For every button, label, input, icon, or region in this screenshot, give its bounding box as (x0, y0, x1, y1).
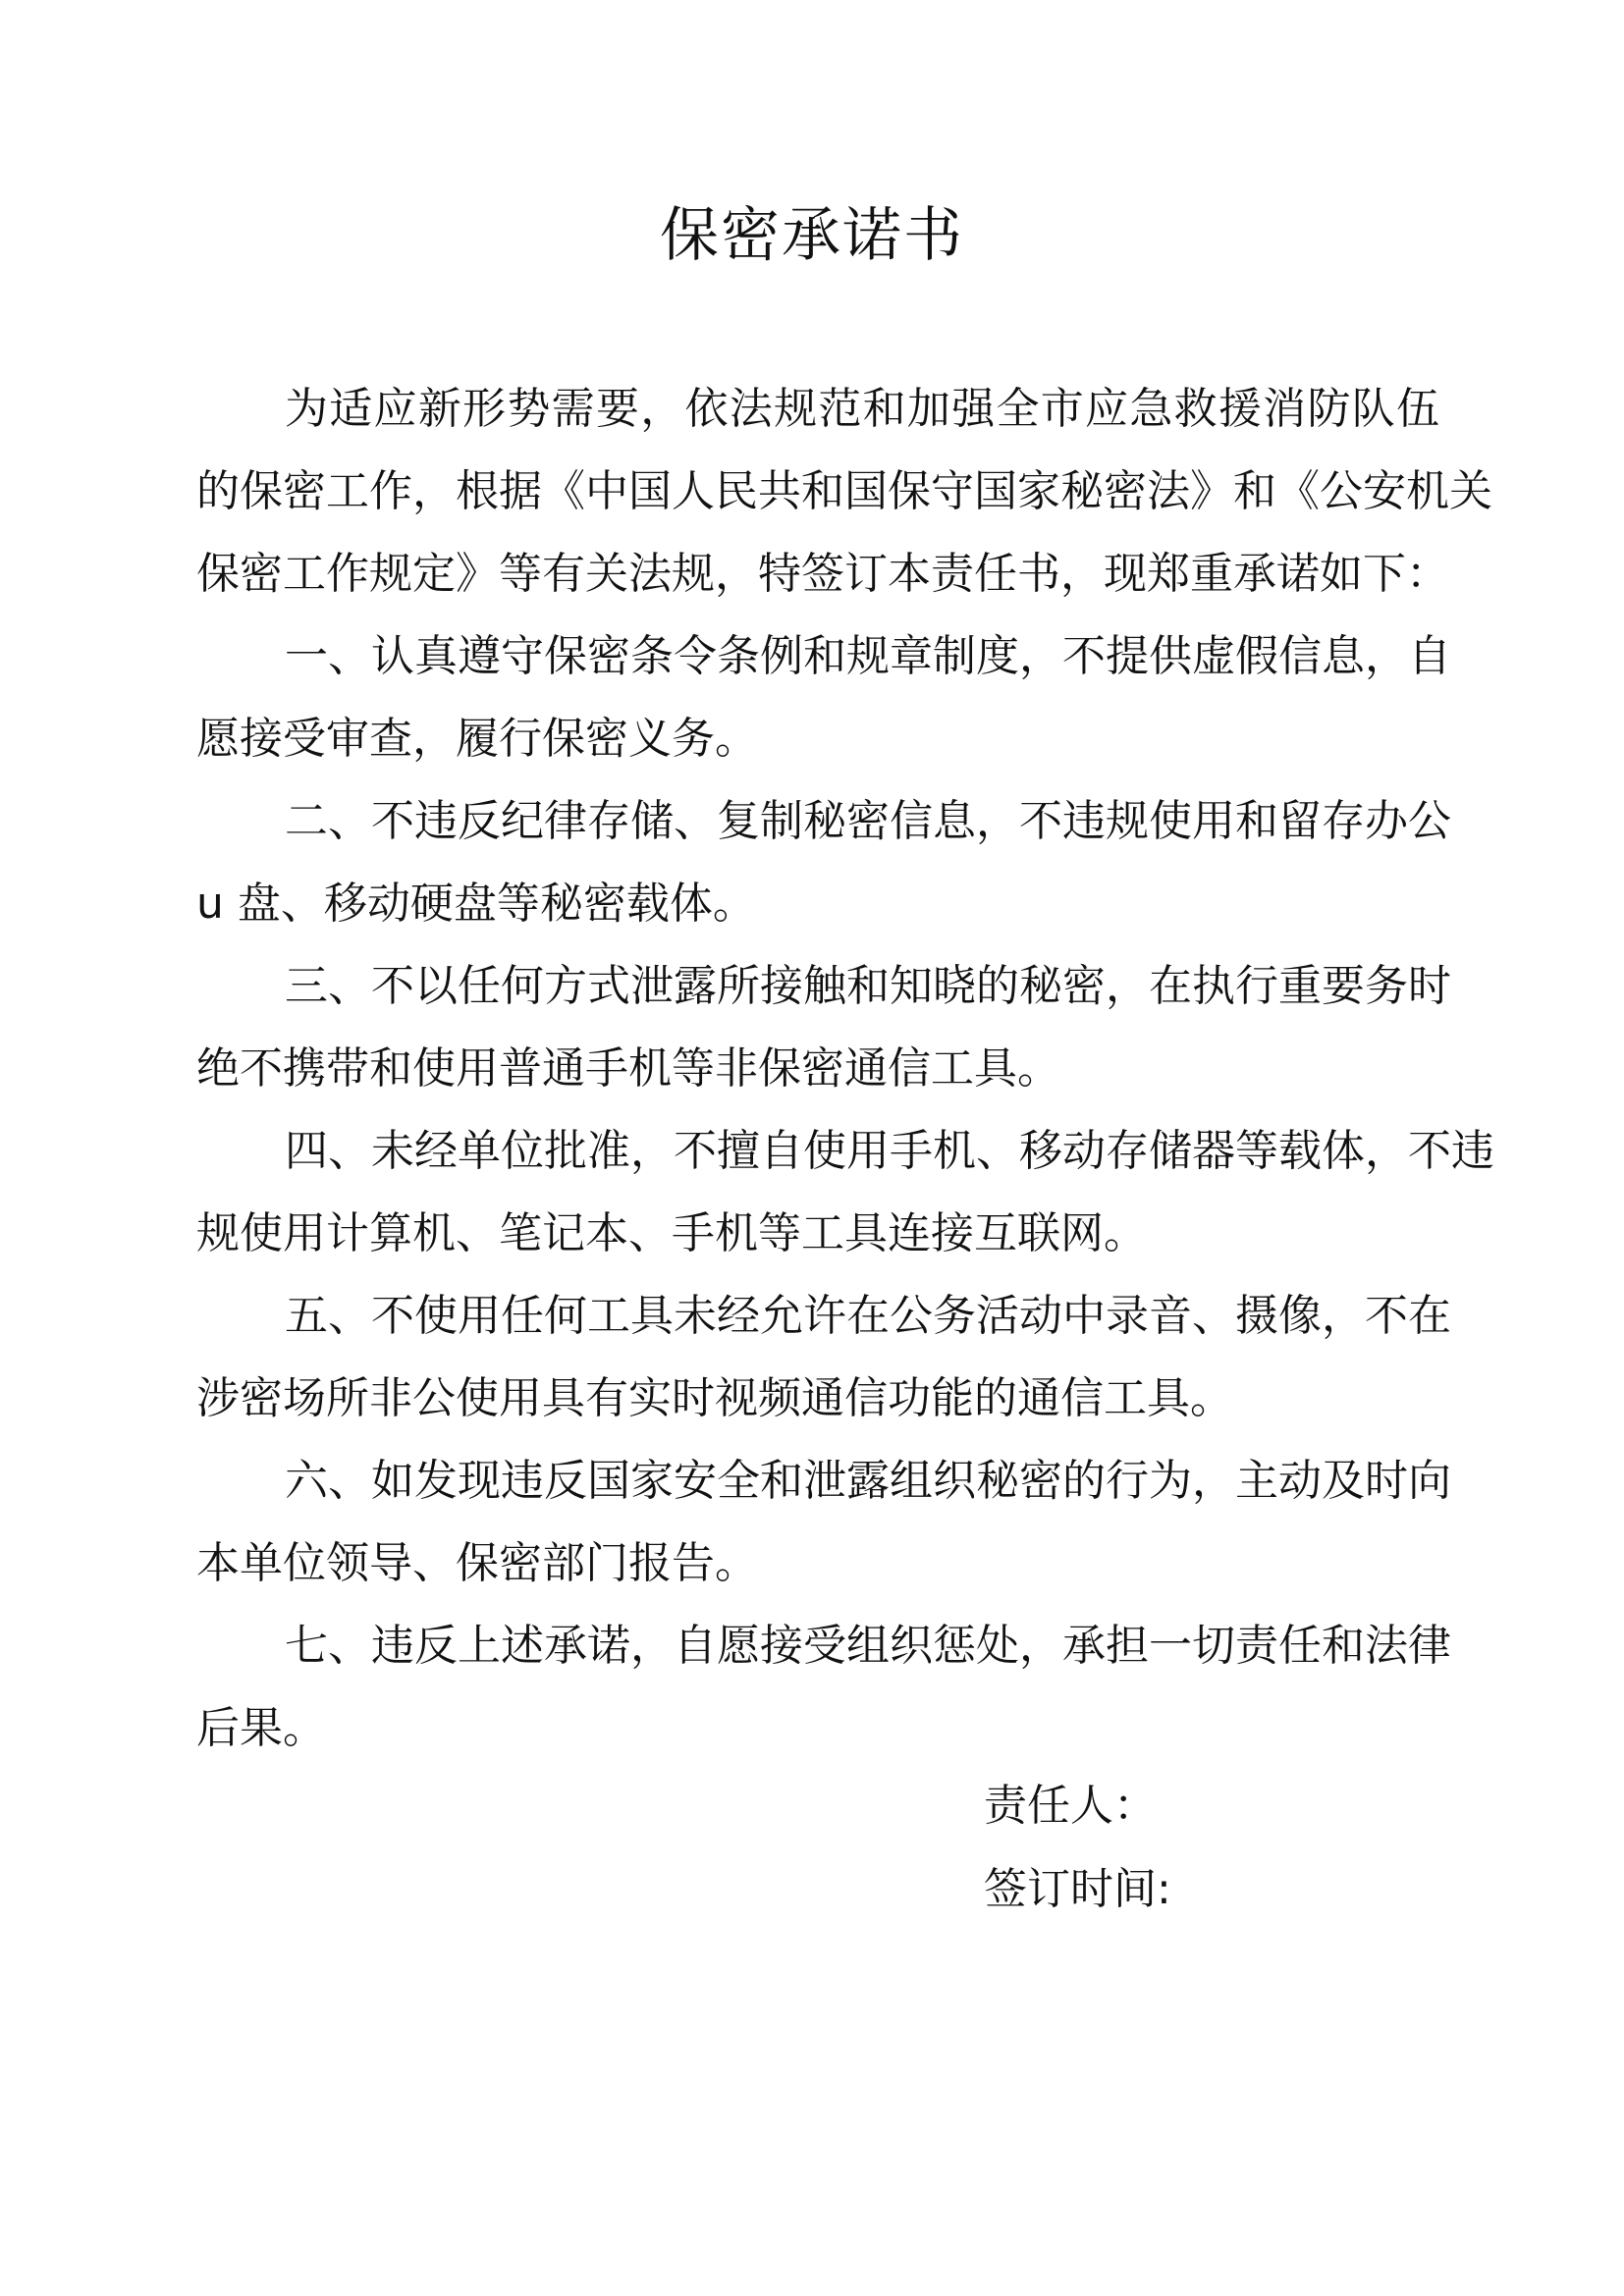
document-body (196, 368, 1494, 1770)
paragraph-line: 绝不携带和使用普通手机等非保密通信工具。 (196, 1043, 1060, 1094)
paragraph-line: 三、不以任何方式泄露所接触和知晓的秘密，在执行重要务时 (285, 961, 1451, 1011)
paragraph-line: 后果。 (196, 1703, 326, 1753)
paragraph (196, 780, 1451, 945)
paragraph (196, 1440, 1451, 1605)
document-title: 保密承诺书 (660, 201, 964, 270)
paragraph-line: 二、不违反纪律存储、复制秘密信息，不违规使用和留存办公 (285, 796, 1451, 846)
paragraph-line: u 盘、移动硬盘等秘密载体。 (196, 879, 756, 929)
paragraph (196, 368, 1492, 615)
paragraph (196, 1605, 1451, 1770)
paragraph-line: 四、未经单位批准，不擅自使用手机、移动存储器等载体，不违 (285, 1126, 1494, 1176)
paragraph-line: 七、违反上述承诺，自愿接受组织惩处，承担一切责任和法律 (285, 1621, 1451, 1671)
paragraph (196, 615, 1451, 780)
paragraph-line: 涉密场所非公使用具有实时视频通信功能的通信工具。 (196, 1373, 1233, 1423)
paragraph-line: 五、不使用任何工具未经允许在公务活动中录音、摄像，不在 (285, 1291, 1451, 1341)
signing-date-label: 签订时间: (984, 1864, 1171, 1914)
paragraph-line: 本单位领导、保密部门报告。 (196, 1538, 758, 1588)
paragraph-line: 为适应新形势需要，依法规范和加强全市应急救援消防队伍 (285, 384, 1439, 434)
paragraph-line: 规使用计算机、笔记本、手机等工具连接互联网。 (196, 1208, 1147, 1258)
paragraph-line: 一、认真遵守保密条令条例和规章制度，不提供虚假信息，自 (285, 631, 1451, 681)
paragraph-line: 愿接受审查，履行保密义务。 (196, 714, 758, 764)
responsible-person-label: 责任人： (984, 1781, 1157, 1831)
paragraph (196, 945, 1451, 1110)
paragraph-line: 六、如发现违反国家安全和泄露组织秘密的行为，主动及时向 (285, 1456, 1451, 1506)
paragraph-line: 保密工作规定》等有关法规，特签订本责任书，现郑重承诺如下： (196, 549, 1449, 599)
paragraph (196, 1275, 1451, 1440)
paragraph-line: 的保密工作，根据《中国人民共和国保守国家秘密法》和《公安机关 (196, 466, 1492, 516)
paragraph (196, 1110, 1494, 1275)
